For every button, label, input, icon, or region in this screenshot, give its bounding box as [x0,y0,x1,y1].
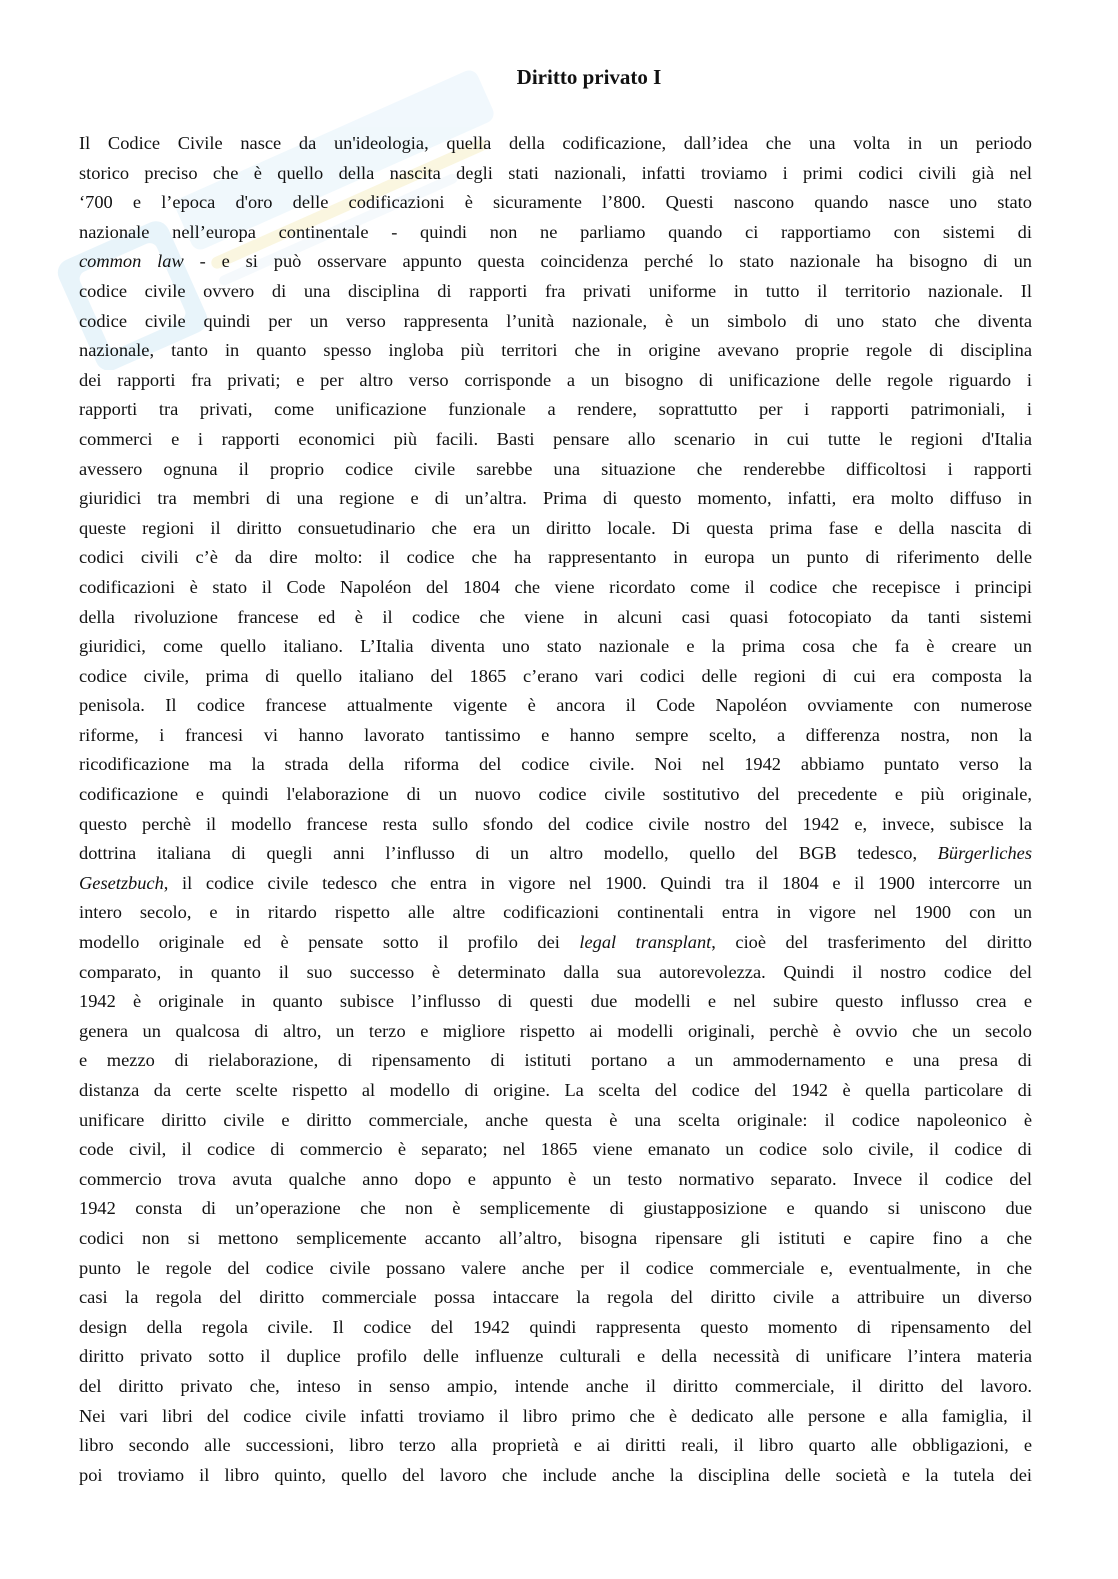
text-line [79,958,1032,988]
italic-term: legal transplant [579,932,712,953]
text-line [79,1106,1032,1136]
text-segment: modello originale ed è pensate sotto il profilo dei [79,932,580,953]
text-segment: nazionale, tanto in quanto spesso ingloba più territori che in origine avevano proprie regole di disciplina [79,340,1032,361]
text-line [79,928,1032,958]
text-segment: libro secondo alle successioni, libro terzo alla proprietà e ai diritti reali, il libro quarto alle obbligazioni, e [79,1435,1032,1456]
text-segment: storico preciso che è quello della nascita degli stati nazionali, infatti troviamo i primi codici civili già nel [79,162,1032,183]
text-segment: diritto privato sotto il duplice profilo delle influenze culturali e della necessità di unificare l’intera materia [79,1346,1032,1367]
text-segment: distanza da certe scelte rispetto al modello di origine. La scelta del codice del 1942 è quella particolare di [79,1080,1032,1100]
text-segment: 1942 consta di un’operazione che non è semplicemente di giustapposizione e quando si uniscono due [79,1198,1032,1219]
text-segment: , il codice civile tedesco che entra in vigore nel 1900. Quindi tra il 1804 e il 1900 intercorre un [163,872,1032,893]
text-segment: avessero ognuna il proprio codice civile sarebbe una situazione che renderebbe difficoltosi i rapporti [79,458,1032,479]
text-segment: code civil, il codice di commercio è separato; nel 1865 viene emanato un codice solo civile, il codice di [79,1139,1032,1160]
text-line [79,484,1032,514]
text-line [79,218,1032,248]
text-segment: intero secolo, e in ritardo rispetto alle altre codificazioni continentali entra in vigore nel 1900 con un [79,902,1032,923]
text-segment: unificare diritto civile e diritto commerciale, anche questa è una scelta originale: il codice napoleonico è [79,1109,1032,1130]
text-segment: codice civile ovvero di una disciplina di rapporti fra privati uniforme in tutto il territorio nazionale. Il [79,280,1032,301]
text-line [79,188,1032,218]
text-line [79,543,1032,573]
text-segment: Nei vari libri del codice civile infatti troviamo il libro primo che è dedicato alle persone e alla famiglia, il [79,1405,1032,1426]
text-line [79,632,1032,662]
text-segment: codici non si mettono semplicemente accanto all’altro, bisogna ripensare gli istituti e capire fino a che [79,1227,1032,1248]
text-segment: comparato, in quanto il suo successo è determinato dalla sua autorevolezza. Quindi il nostro codice del [79,961,1032,982]
text-line [79,1017,1032,1047]
text-segment: casi la regola del diritto commerciale possa intaccare la regola del diritto civile a attribuire un diverso [79,1287,1032,1308]
italic-term: Gesetzbuch [79,872,164,893]
text-line [79,810,1032,840]
text-line [79,721,1032,751]
text-segment: dottrina italiana di quegli anni l’influsso di un altro modello, quello del BGB tedesco, [79,843,938,864]
text-line [79,1431,1032,1461]
text-line [79,336,1032,366]
text-segment: poi troviamo il libro quinto, quello del lavoro che include anche la disciplina delle società e la tutela dei [79,1464,1032,1485]
text-line [79,839,1032,869]
text-segment: penisola. Il codice francese attualmente vigente è ancora il Code Napoléon ovviamente con numerose [79,695,1032,716]
text-line [79,603,1032,633]
text-line [79,1283,1032,1313]
page-title: Diritto privato I [516,65,662,89]
text-line [79,573,1032,603]
text-segment: dei rapporti fra privati; e per altro verso corrisponde a un bisogno di unificazione delle regole riguardo i [79,369,1032,390]
text-line [79,514,1032,544]
text-line [79,1313,1032,1343]
text-segment: queste regioni il diritto consuetudinario che era un diritto locale. Di questa prima fase e della nascita di [79,517,1032,538]
body-paragraph [79,129,1032,1490]
text-line [79,750,1032,780]
text-segment: della rivoluzione francese ed è il codice che viene in alcuni casi quasi fotocopiato da tanti sistemi [79,606,1032,627]
text-segment: e mezzo di rielaborazione, di ripensamento di istituti portano a un ammodernamento e una presa di [79,1050,1032,1071]
text-segment: codice civile, prima di quello italiano del 1865 c’erano vari codici delle regioni di cui era composta la [79,665,1032,686]
text-segment: punto le regole del codice civile possano valere anche per il codice commerciale e, eventualmente, in che [79,1257,1032,1278]
text-line [79,395,1032,425]
text-segment: rapporti tra privati, come unificazione funzionale a rendere, soprattutto per i rapporti patrimoniali, i [79,399,1032,420]
text-segment: genera un qualcosa di altro, un terzo e migliore rispetto ai modelli originali, perchè è ovvio che un secolo [79,1020,1032,1041]
text-segment: riforme, i francesi vi hanno lavorato tantissimo e hanno sempre scelto, a differenza nostra, non la [79,724,1032,745]
text-segment: 1942 è originale in quanto subisce l’influsso di questi due modelli e nel subire questo influsso crea e [79,991,1032,1012]
text-line [79,1165,1032,1195]
text-line [79,247,1032,277]
text-line [79,898,1032,928]
text-line [79,1372,1032,1402]
text-segment: commercio trova avuta qualche anno dopo e appunto è un testo normativo separato. Invece il codice del [79,1168,1032,1189]
text-line [79,425,1032,455]
text-line [79,1046,1032,1076]
text-line [79,1076,1032,1106]
text-line [79,1254,1032,1284]
text-line [79,129,1032,159]
italic-term: common law [79,251,184,272]
text-segment: ‘700 e l’epoca d'oro delle codificazioni è sicuramente l’800. Questi nascono quando nasce uno stato [79,192,1032,213]
text-segment: giuridici tra membri di una regione e di un’altra. Prima di questo momento, infatti, era molto diffuso in [79,488,1032,509]
text-segment: codice civile quindi per un verso rappresenta l’unità nazionale, è un simbolo di uno stato che diventa [79,310,1032,331]
text-line [79,869,1032,899]
text-segment: nazionale nell’europa continentale - quindi non ne parliamo quando ci rapportiamo con sistemi di [79,221,1032,242]
text-segment: ricodificazione ma la strada della riforma del codice civile. Noi nel 1942 abbiamo puntato verso la [79,754,1032,775]
text-segment: - e si può osservare appunto questa coincidenza perché lo stato nazionale ha bisogno di un [183,251,1032,272]
text-line [79,1461,1032,1491]
text-line [79,1194,1032,1224]
text-line [79,1342,1032,1372]
text-line [79,366,1032,396]
text-segment: design della regola civile. Il codice del 1942 quindi rappresenta questo momento di ripensamento del [79,1316,1032,1337]
text-segment: questo perchè il modello francese resta sullo sfondo del codice civile nostro del 1942 e, invece, subisce la [79,813,1032,834]
text-line [79,691,1032,721]
text-line [79,662,1032,692]
text-segment: giuridici, come quello italiano. L’Italia diventa uno stato nazionale e la prima cosa che fa è creare un [79,636,1032,657]
text-segment: , cioè del trasferimento del diritto [711,932,1032,953]
text-segment: Il Codice Civile nasce da un'ideologia, quella della codificazione, dall’idea che una volta in un periodo [79,133,1032,153]
text-line [79,277,1032,307]
text-segment: del diritto privato che, inteso in senso ampio, intende anche il diritto commerciale, il diritto del lavoro. [79,1375,1032,1396]
text-line [79,1402,1032,1432]
text-segment: commerci e i rapporti economici più facili. Basti pensare allo scenario in cui tutte le regioni d'Italia [79,428,1032,449]
text-segment: codificazioni è stato il Code Napoléon del 1804 che viene ricordato come il codice che recepisce i principi [79,576,1032,597]
text-line [79,307,1032,337]
text-line [79,780,1032,810]
text-line [79,455,1032,485]
text-line [79,987,1032,1017]
text-segment: codificazione e quindi l'elaborazione di un nuovo codice civile sostitutivo del precedente e più originale, [79,784,1032,805]
text-line [79,1224,1032,1254]
text-segment: codici civili c’è da dire molto: il codice che ha rappresentanto in europa un punto di riferimento delle [79,547,1032,568]
text-line [79,159,1032,189]
italic-term: Bürgerliches [937,843,1032,864]
text-line [79,1135,1032,1165]
